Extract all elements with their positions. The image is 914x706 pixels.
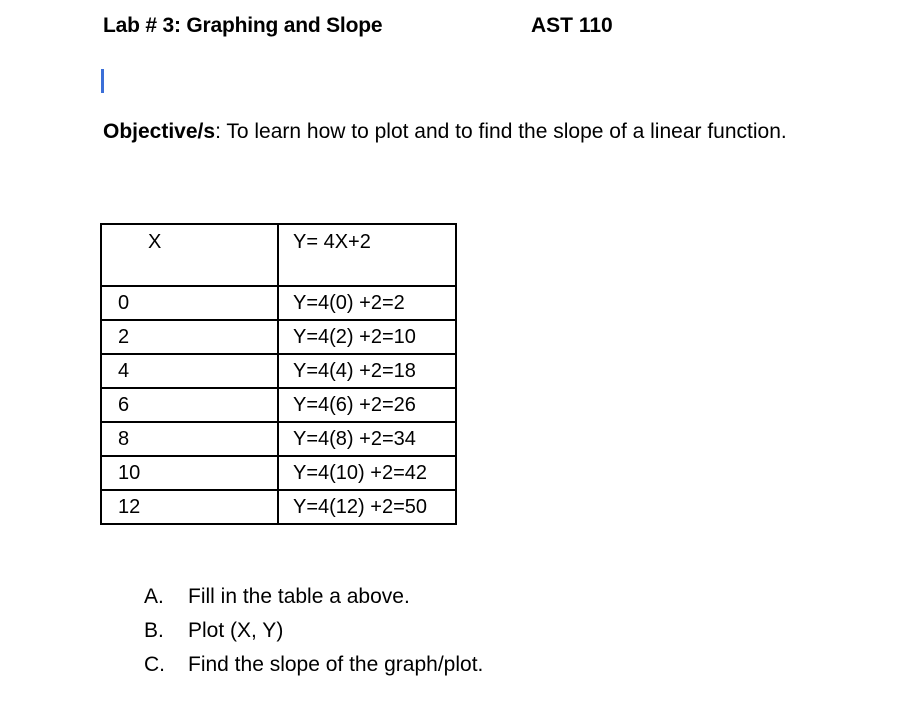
table-row <box>101 286 456 320</box>
table-row <box>101 354 456 388</box>
cell-x: 2 <box>101 320 278 354</box>
task-list <box>144 582 483 684</box>
cell-x: 12 <box>101 490 278 524</box>
cell-x: 10 <box>101 456 278 490</box>
task-text: Plot (X, Y) <box>188 619 284 642</box>
task-text: Find the slope of the graph/plot. <box>188 653 484 676</box>
cell-y: Y=4(6) +2=26 <box>278 388 456 422</box>
cell-x: 8 <box>101 422 278 456</box>
page-title: Lab # 3: Graphing and Slope <box>103 14 383 37</box>
cell-y: Y=4(8) +2=34 <box>278 422 456 456</box>
cell-x: 6 <box>101 388 278 422</box>
table-row <box>101 490 456 524</box>
objective-paragraph <box>103 120 787 144</box>
task-letter: B. <box>144 619 164 642</box>
xy-table <box>100 223 457 525</box>
objective-colon: : <box>215 120 221 143</box>
task-item <box>144 650 483 684</box>
table-row <box>101 456 456 490</box>
header-y: Y= 4X+2 <box>278 224 456 286</box>
objective-label: Objective/s <box>103 120 216 143</box>
cell-y: Y=4(4) +2=18 <box>278 354 456 388</box>
header-x: X <box>101 224 278 286</box>
table-row <box>101 388 456 422</box>
task-letter: A. <box>144 585 164 608</box>
table-row <box>101 320 456 354</box>
task-item <box>144 616 483 650</box>
course-code: AST 110 <box>531 14 613 37</box>
table-header-row <box>101 224 456 286</box>
text-cursor <box>101 69 104 93</box>
table-row <box>101 422 456 456</box>
task-letter: C. <box>144 653 165 676</box>
cell-y: Y=4(12) +2=50 <box>278 490 456 524</box>
cell-x: 4 <box>101 354 278 388</box>
cell-y: Y=4(2) +2=10 <box>278 320 456 354</box>
task-item <box>144 582 483 616</box>
task-text: Fill in the table a above. <box>188 585 410 608</box>
objective-text: To learn how to plot and to find the slope of a linear function. <box>220 120 787 143</box>
cell-x: 0 <box>101 286 278 320</box>
cell-y: Y=4(10) +2=42 <box>278 456 456 490</box>
cell-y: Y=4(0) +2=2 <box>278 286 456 320</box>
